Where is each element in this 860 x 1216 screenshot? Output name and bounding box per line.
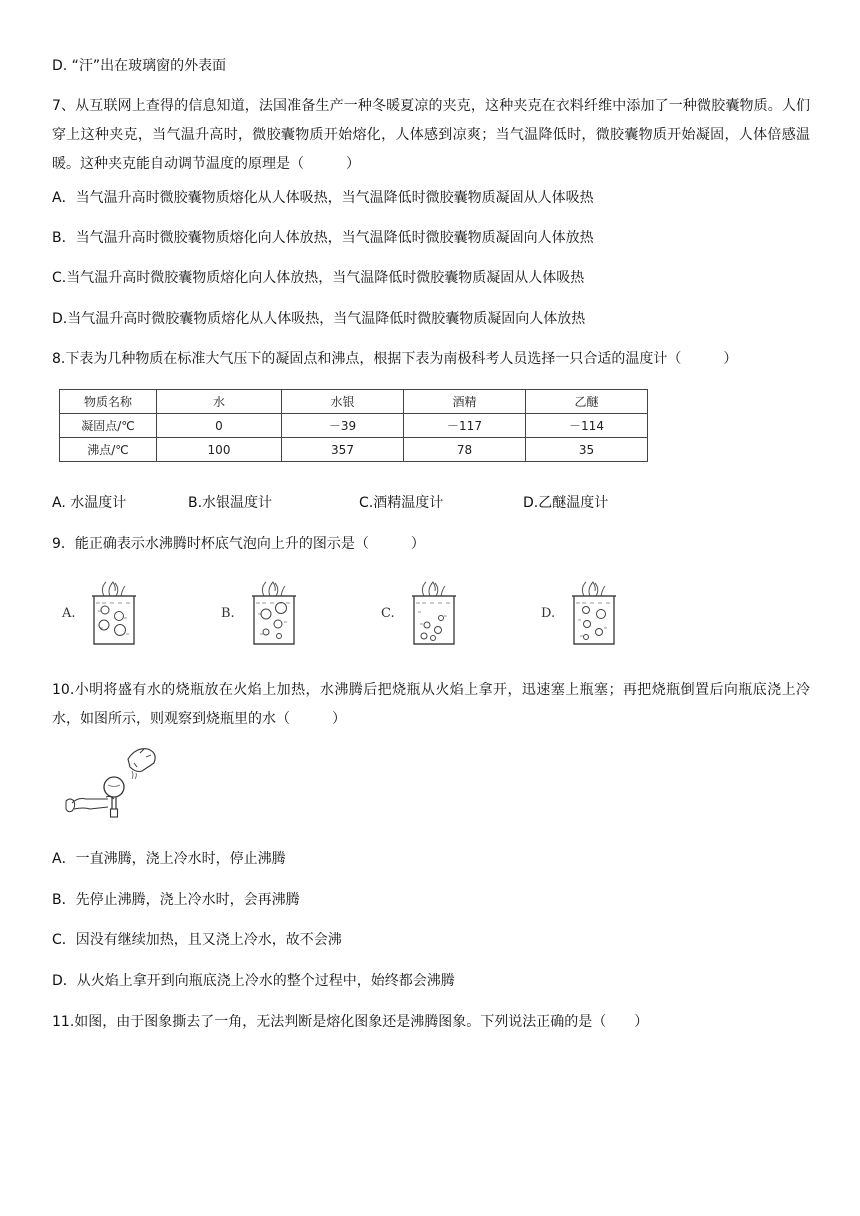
q7-option-b: B．当气温升高时微胶囊物质熔化向人体放热，当气温降低时微胶囊物质凝固向人体放热 xyxy=(52,230,594,246)
beaker-b-icon xyxy=(248,578,300,648)
table-cell: －39 xyxy=(282,414,404,438)
q8-stem: 8.下表为几种物质在标准大气压下的凝固点和沸点，根据下表为南极科考人员选择一只合适的温度计（ ） xyxy=(52,351,738,367)
table-cell: 酒精 xyxy=(404,390,526,414)
q9-stem: 9．能正确表示水沸腾时杯底气泡向上升的图示是（ ） xyxy=(52,536,425,552)
q8-options xyxy=(52,493,672,513)
table-cell: 物质名称 xyxy=(60,390,157,414)
table-cell: 0 xyxy=(157,414,282,438)
beaker-c-icon xyxy=(408,578,460,648)
table-cell: 78 xyxy=(404,438,526,462)
table-header-row xyxy=(60,390,648,414)
q8-data-table xyxy=(59,389,648,462)
q7-option-c: C.当气温升高时微胶囊物质熔化向人体放热，当气温降低时微胶囊物质凝固从人体吸热 xyxy=(52,270,585,286)
table-cell: 沸点/℃ xyxy=(60,438,157,462)
q7-stem-line1: 7、从互联网上查得的信息知道，法国准备生产一种冬暖夏凉的夹克，这种夹克在衣料纤维中添加了一种微胶囊物 xyxy=(52,98,754,114)
q10-stem xyxy=(52,676,810,734)
table-row xyxy=(60,438,648,462)
table-cell: 357 xyxy=(282,438,404,462)
q10-option-d: D．从火焰上拿开到向瓶底浇上冷水的整个过程中，始终都会沸腾 xyxy=(52,973,455,989)
q11-stem: 11.如图，由于图象撕去了一角，无法判断是熔化图象还是沸腾图象。下列说法正确的是（ ） xyxy=(52,1014,649,1030)
beaker-a-icon xyxy=(88,578,140,648)
inverted-flask-icon xyxy=(62,745,166,825)
q8-option-d: D.乙醚温度计 xyxy=(523,495,609,511)
q8-option-a: A. 水温度计 xyxy=(52,495,127,511)
q9-figure-b-label: B. xyxy=(221,606,235,621)
q9-figure-a-label: A. xyxy=(62,606,76,621)
q7-stem xyxy=(52,92,810,179)
table-row xyxy=(60,414,648,438)
q9-figure-c-label: C. xyxy=(381,606,395,621)
table-cell: 水 xyxy=(157,390,282,414)
q10-stem-line1: 10.小明将盛有水的烧瓶放在火焰上加热，水沸腾后把烧瓶从火焰上拿开，迅速塞上瓶塞；再把烧瓶倒置后向瓶底浇 xyxy=(52,682,782,698)
table-cell: 乙醚 xyxy=(526,390,648,414)
table-cell: 100 xyxy=(157,438,282,462)
q9-figure-d-label: D. xyxy=(541,606,556,621)
q10-stem-line2: 上冷水，如图所示，则观察到烧瓶里的水（ ） xyxy=(52,682,811,727)
q8-option-b: B.水银温度计 xyxy=(188,495,273,511)
q7-stem-line2: 质。人们穿上这种夹克，当气温升高时，微胶囊物质开始熔化，人体感到凉爽；当气温降低时，微胶囊物质开始凝 xyxy=(52,98,811,143)
q10-option-c: C．因没有继续加热，且又浇上冷水，故不会沸 xyxy=(52,932,342,948)
table-cell: 35 xyxy=(526,438,648,462)
q8-option-c: C.酒精温度计 xyxy=(359,495,444,511)
q6-option-d: D. “汗”出在玻璃窗的外表面 xyxy=(52,58,227,74)
table-cell: 凝固点/℃ xyxy=(60,414,157,438)
q7-option-a: A．当气温升高时微胶囊物质熔化从人体吸热，当气温降低时微胶囊物质凝固从人体吸热 xyxy=(52,190,594,206)
table-cell: －114 xyxy=(526,414,648,438)
beaker-d-icon xyxy=(568,578,620,648)
q10-option-a: A．一直沸腾，浇上冷水时，停止沸腾 xyxy=(52,851,286,867)
table-cell: －117 xyxy=(404,414,526,438)
q10-option-b: B．先停止沸腾，浇上冷水时，会再沸腾 xyxy=(52,892,300,908)
q7-stem-line3: 固，人体倍感温暖。这种夹克能自动调节温度的原理是（ ） xyxy=(52,127,811,172)
table-cell: 水银 xyxy=(282,390,404,414)
q7-option-d: D.当气温升高时微胶囊物质熔化从人体吸热，当气温降低时微胶囊物质凝固向人体放热 xyxy=(52,311,586,327)
